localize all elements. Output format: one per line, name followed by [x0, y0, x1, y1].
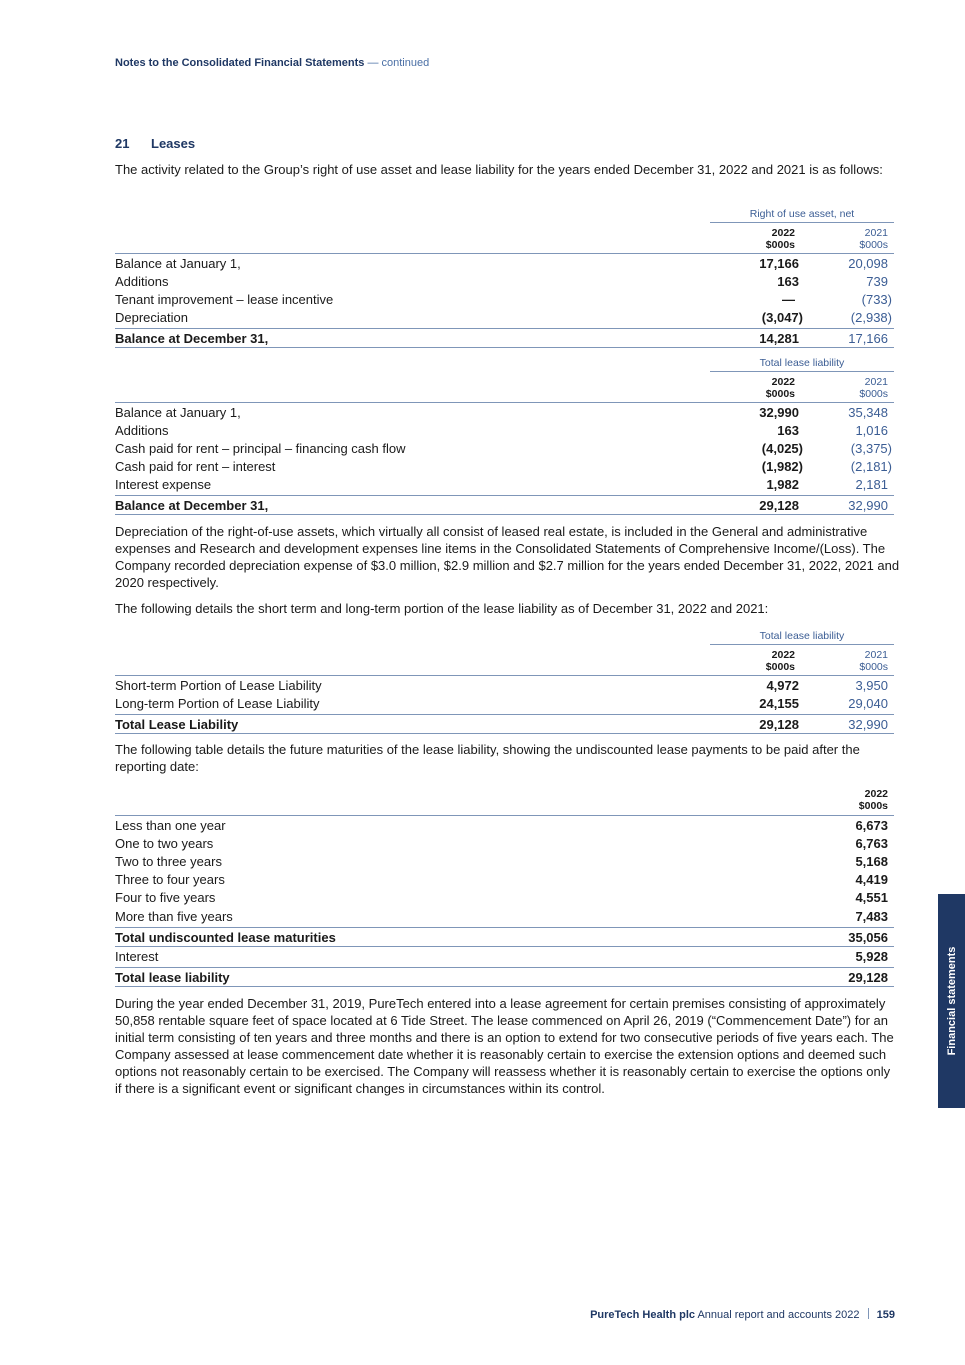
row-label: Three to four years: [115, 872, 225, 887]
table-row: [115, 871, 894, 889]
row-label: Depreciation: [115, 310, 188, 325]
table-group-header: Total lease liability: [710, 629, 894, 645]
header-rule: [115, 402, 894, 403]
row-label: Four to five years: [115, 890, 216, 905]
table-total-row: [115, 967, 894, 987]
row-label: Additions: [115, 274, 169, 289]
row-value: 7,483: [855, 909, 888, 924]
column-unit: $000s: [859, 661, 888, 673]
row-value: 4,551: [855, 890, 888, 905]
row-label: Balance at January 1,: [115, 256, 241, 271]
table-row: [115, 853, 894, 871]
row-label: More than five years: [115, 909, 233, 924]
value-2022: —: [782, 292, 795, 307]
value-2022: 17,166: [759, 256, 799, 271]
value-2021: 35,348: [848, 405, 888, 420]
column-unit: $000s: [859, 388, 888, 400]
portion-intro-paragraph: The following details the short term and long-term portion of the lease liability as of December 31, 2022 and 2021:: [115, 601, 769, 616]
column-header-2022: [766, 376, 795, 400]
portion-table: [115, 629, 894, 737]
value-2021: (2,938): [850, 310, 892, 325]
intro-paragraph: The activity related to the Group’s right of use asset and lease liability for the years ended December 31, 2022 and 2021 is as follows:: [115, 162, 883, 177]
rou-asset-table: [115, 207, 894, 350]
value-2021: 20,098: [848, 256, 888, 271]
table-row: [115, 309, 894, 327]
value-2021: 32,990: [848, 717, 888, 732]
header-rule: [115, 675, 894, 676]
row-label: One to two years: [115, 836, 214, 851]
table-row: [115, 695, 894, 713]
table-subtotal-row: [115, 927, 894, 947]
row-value: 35,056: [848, 930, 888, 945]
row-label: Balance at December 31,: [115, 498, 269, 513]
column-year: 2021: [864, 376, 888, 388]
value-2021: (733): [861, 292, 892, 307]
row-label: Additions: [115, 423, 169, 438]
value-2022: 14,281: [759, 331, 799, 346]
section-heading: [115, 136, 195, 151]
value-2022: 32,990: [759, 405, 799, 420]
column-unit: $000s: [858, 800, 888, 812]
value-2021: 29,040: [848, 696, 888, 711]
header-title: Notes to the Consolidated Financial Statements: [115, 57, 365, 69]
depreciation-paragraph: Depreciation of the right-of-use assets, which virtually all consist of leased real estate, is included in the General and administrative expenses and Research and development expenses line items in the Consolidated Statements of Comprehensive Income/(Loss). The Company recorded depreciation expense of $3.0 million, $2.9 million and $2.7 million for the years ended December 31, 2022, 2021 and 2020 respectively.: [115, 524, 900, 590]
maturity-intro-paragraph: The following table details the future maturities of the lease liability, showing the undiscounted lease payments to be paid after the reporting date:: [115, 742, 860, 774]
column-header-2021: [859, 649, 888, 673]
value-2022: (3,047): [761, 310, 803, 325]
row-label: Two to three years: [115, 854, 222, 869]
value-2022: 163: [777, 274, 799, 289]
column-header-2021: [859, 376, 888, 400]
row-label: Cash paid for rent – interest: [115, 459, 276, 474]
value-2021: 17,166: [848, 331, 888, 346]
column-year: 2022: [864, 788, 888, 800]
table-row: [115, 458, 894, 476]
row-label: Balance at December 31,: [115, 331, 269, 346]
table-total-row: [115, 495, 894, 515]
column-year: 2022: [771, 376, 795, 388]
column-unit: $000s: [765, 661, 795, 673]
column-unit: $000s: [765, 388, 795, 400]
column-header-2022: [766, 649, 795, 673]
header-continued: — continued: [367, 57, 430, 69]
column-year: 2022: [771, 649, 795, 661]
row-label: Interest: [115, 949, 159, 964]
value-2021: 1,016: [855, 423, 888, 438]
value-2021: 2,181: [855, 477, 888, 492]
row-label: Total undiscounted lease maturities: [115, 930, 336, 945]
table-row: [115, 889, 894, 907]
value-2021: 3,950: [855, 678, 888, 693]
row-label: Long-term Portion of Lease Liability: [115, 696, 320, 711]
section-side-tab: [938, 894, 965, 1108]
closing-paragraph: During the year ended December 31, 2019, PureTech entered into a lease agreement for certain premises consisting of approximately 50,858 rentable square feet of space located at 6 Tide Street. The lease commenced on April 26, 2019 (“Commencement Date”) for an initial term consisting of ten years and three months and there is an option to extend for two consecutive periods of five years each. The Company assessed at lease commencement date whether it is reasonably certain to exercise the extension options and deemed such options not reasonably certain to be exercised. The Company will reassess whether it is reasonably certain to exercise the options only if there is a significant event or significant changes in circumstances within its control.: [115, 996, 894, 1096]
row-value: 6,673: [855, 818, 888, 833]
row-value: 5,168: [855, 854, 888, 869]
value-2022: (4,025): [761, 441, 803, 456]
running-header: [115, 57, 429, 69]
row-label: Total lease liability: [115, 970, 230, 985]
table-row: [115, 404, 894, 422]
table-total-row: [115, 328, 894, 348]
column-unit: $000s: [859, 239, 888, 251]
section-title: Leases: [151, 136, 196, 151]
value-2022: 163: [777, 423, 799, 438]
row-label: Total Lease Liability: [115, 717, 239, 732]
row-label: Short-term Portion of Lease Liability: [115, 678, 322, 693]
section-number: 21: [115, 136, 130, 151]
column-header-2021: [859, 227, 888, 251]
lease-liability-table: [115, 356, 894, 516]
column-header-2022: [766, 227, 795, 251]
row-value: 4,419: [855, 872, 888, 887]
footer-divider: [868, 1308, 869, 1319]
page-number: 159: [876, 1309, 895, 1321]
page-footer: [590, 1308, 895, 1321]
table-group-header: Total lease liability: [710, 356, 894, 372]
table-row: [115, 677, 894, 695]
header-rule: [115, 253, 894, 254]
table-row: [115, 835, 894, 853]
row-value: 29,128: [848, 970, 888, 985]
column-header-2022: [859, 788, 888, 812]
column-unit: $000s: [765, 239, 795, 251]
row-label: Interest expense: [115, 477, 212, 492]
footer-report: Annual report and accounts 2022: [697, 1309, 860, 1321]
header-rule: [115, 815, 894, 816]
table-row: [115, 440, 894, 458]
row-value: 5,928: [855, 949, 888, 964]
table-row: [115, 817, 894, 835]
table-row: [115, 948, 894, 966]
value-2022: 29,128: [759, 498, 799, 513]
value-2022: 29,128: [759, 717, 799, 732]
value-2022: 24,155: [759, 696, 799, 711]
table-row: [115, 291, 894, 309]
row-label: Cash paid for rent – principal – financing cash flow: [115, 441, 406, 456]
table-total-row: [115, 714, 894, 734]
value-2021: 739: [866, 274, 888, 289]
value-2021: (2,181): [850, 459, 892, 474]
row-label: Less than one year: [115, 818, 226, 833]
column-year: 2021: [864, 227, 888, 239]
value-2021: 32,990: [848, 498, 888, 513]
table-row: [115, 908, 894, 926]
table-row: [115, 255, 894, 273]
row-label: Tenant improvement – lease incentive: [115, 292, 334, 307]
column-year: 2021: [864, 649, 888, 661]
table-row: [115, 422, 894, 440]
side-tab-label: Financial statements: [945, 946, 958, 1056]
row-value: 6,763: [855, 836, 888, 851]
value-2021: (3,375): [850, 441, 892, 456]
table-row: [115, 476, 894, 494]
value-2022: 4,972: [766, 678, 799, 693]
footer-brand: PureTech Health plc: [590, 1309, 695, 1321]
maturity-table: [115, 788, 894, 990]
table-group-header: Right of use asset, net: [710, 207, 894, 223]
table-row: [115, 273, 894, 291]
column-year: 2022: [771, 227, 795, 239]
row-label: Balance at January 1,: [115, 405, 241, 420]
value-2022: 1,982: [766, 477, 799, 492]
value-2022: (1,982): [761, 459, 803, 474]
